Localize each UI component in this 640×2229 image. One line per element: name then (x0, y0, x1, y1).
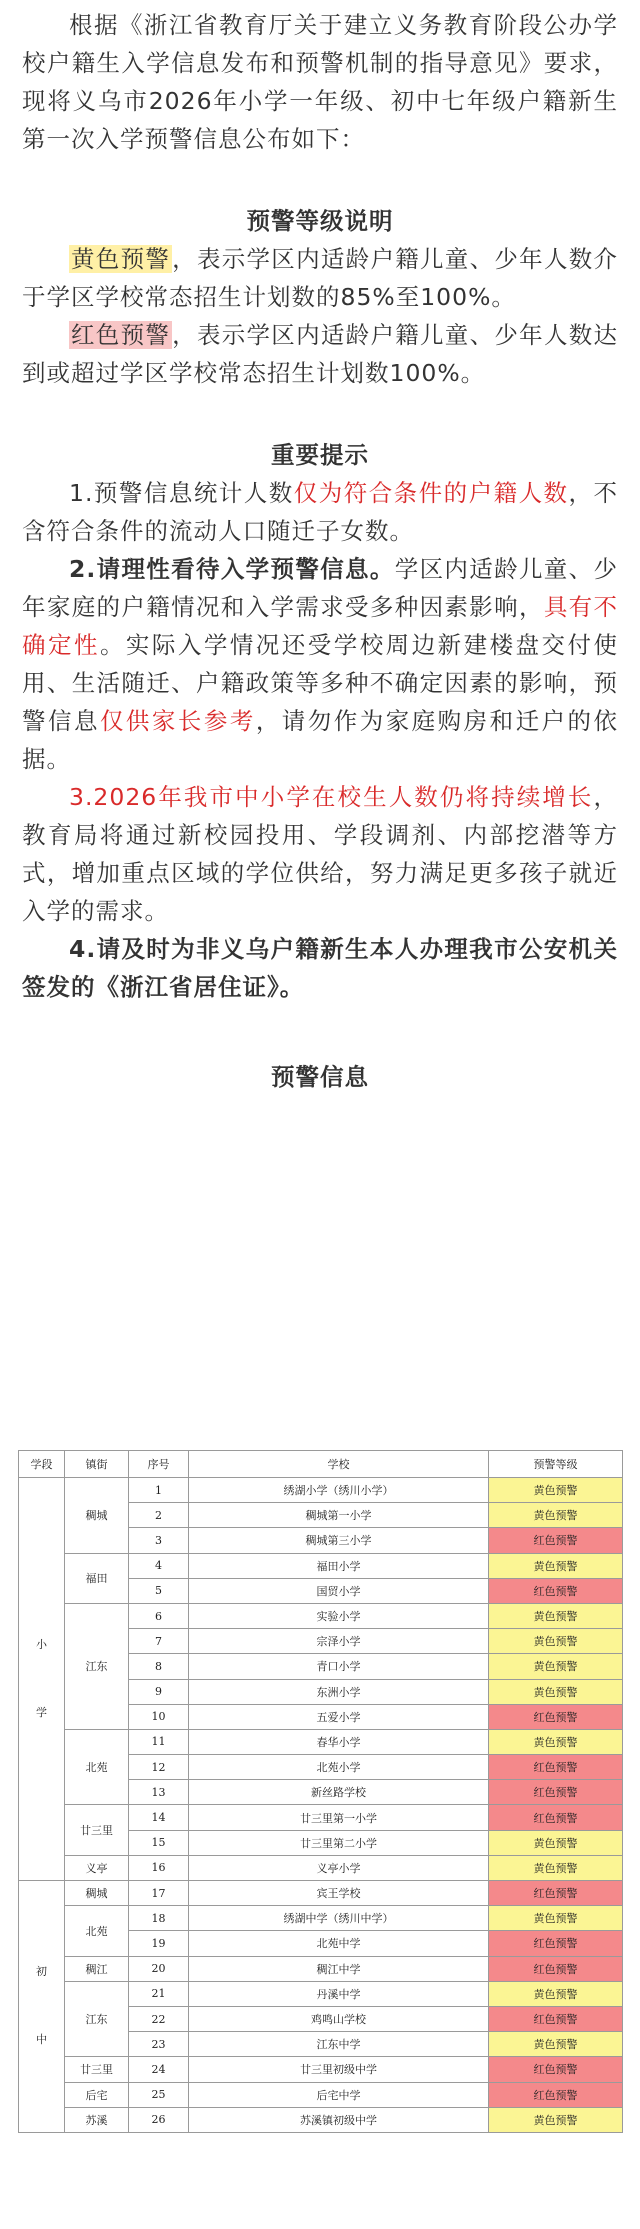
header-school: 学校 (189, 1451, 489, 1478)
number-cell: 22 (129, 2006, 189, 2031)
table-row (19, 2057, 623, 2082)
tip-3-highlight: 2026年我市中小学在校生人数仍将持续增长 (93, 783, 594, 811)
warning-level-cell: 黄色预警 (489, 2107, 623, 2132)
school-cell: 稠城第一小学 (189, 1503, 489, 1528)
header-level: 预警等级 (489, 1451, 623, 1478)
warning-level-cell: 红色预警 (489, 1956, 623, 1981)
header-town: 镇街 (65, 1451, 129, 1478)
table-row (19, 1906, 623, 1931)
tip-1-text-c: ，不含符合条件的流动人口随迁子女数。 (22, 479, 619, 545)
warning-level-cell: 黄色预警 (489, 1553, 623, 1578)
number-cell: 17 (129, 1881, 189, 1906)
warning-table (18, 1450, 623, 2133)
number-cell: 14 (129, 1805, 189, 1830)
number-cell: 9 (129, 1679, 189, 1704)
town-cell: 稠江 (65, 1956, 129, 1981)
warning-levels-title: 预警等级说明 (246, 207, 394, 235)
school-cell: 新丝路学校 (189, 1780, 489, 1805)
town-cell: 福田 (65, 1553, 129, 1603)
school-cell: 五爱小学 (189, 1704, 489, 1729)
tip-2-highlight-1: 具有不确定性 (22, 593, 619, 659)
header-number: 序号 (129, 1451, 189, 1478)
number-cell: 6 (129, 1603, 189, 1628)
warning-level-cell: 黄色预警 (489, 1981, 623, 2006)
warning-level-cell: 红色预警 (489, 1780, 623, 1805)
tip-2 (22, 550, 618, 778)
warning-level-cell: 黄色预警 (489, 1679, 623, 1704)
warning-level-cell: 红色预警 (489, 1755, 623, 1780)
warning-level-cell: 黄色预警 (489, 1654, 623, 1679)
school-cell: 稠江中学 (189, 1956, 489, 1981)
school-cell: 东洲小学 (189, 1679, 489, 1704)
school-cell: 福田小学 (189, 1553, 489, 1578)
town-cell: 稠城 (65, 1881, 129, 1906)
school-cell: 北苑小学 (189, 1755, 489, 1780)
school-cell: 春华小学 (189, 1729, 489, 1754)
school-cell: 后宅中学 (189, 2082, 489, 2107)
number-cell: 15 (129, 1830, 189, 1855)
town-cell: 北苑 (65, 1906, 129, 1956)
number-cell: 20 (129, 1956, 189, 1981)
table-row (19, 1981, 623, 2006)
town-cell: 廿三里 (65, 2057, 129, 2082)
number-cell: 5 (129, 1578, 189, 1603)
number-cell: 4 (129, 1553, 189, 1578)
table-row (19, 1478, 623, 1503)
tip-2-text-d: 。实际入学情况还受学校周边新建楼盘交付使用、生活随迁、户籍政策等多种不确定因素的影响，预警信息 (22, 631, 619, 735)
school-cell: 丹溪中学 (189, 1981, 489, 2006)
school-cell: 廿三里第二小学 (189, 1830, 489, 1855)
number-cell: 19 (129, 1931, 189, 1956)
number-cell: 25 (129, 2082, 189, 2107)
number-cell: 18 (129, 1906, 189, 1931)
number-cell: 12 (129, 1755, 189, 1780)
town-cell: 义亭 (65, 1855, 129, 1880)
tip-3-text: ，教育局将通过新校园投用、学段调剂、内部挖潜等方式，增加重点区域的学位供给，努力满足更多孩子就近入学的需求。 (22, 783, 618, 925)
article-body (0, 0, 640, 1096)
tip-2-highlight-2: 仅供家长参考 (99, 707, 256, 735)
tip-2-text-b: 学区内适龄儿童、少年家庭的户籍情况和入学需求受多种因素影响， (22, 555, 618, 621)
yellow-level-text: ，表示学区内适龄户籍儿童、少年人数介于学区学校常态招生计划数的85%至100%。 (22, 245, 619, 311)
school-cell: 宗泽小学 (189, 1629, 489, 1654)
stage-cell: 初 中 (19, 1881, 65, 2133)
table-row (19, 1956, 623, 1981)
table-row (19, 1805, 623, 1830)
warning-level-cell: 黄色预警 (489, 1629, 623, 1654)
warning-level-cell: 红色预警 (489, 2082, 623, 2107)
school-cell: 廿三里第一小学 (189, 1805, 489, 1830)
school-cell: 鸡鸣山学校 (189, 2006, 489, 2031)
school-cell: 绣湖中学（绣川中学） (189, 1906, 489, 1931)
yellow-level-paragraph (22, 240, 618, 316)
town-cell: 后宅 (65, 2082, 129, 2107)
number-cell: 8 (129, 1654, 189, 1679)
number-cell: 21 (129, 1981, 189, 2006)
tip-2-heading: 2.请理性看待入学预警信息。 (69, 555, 395, 583)
table-row (19, 1603, 623, 1628)
tip-4: 4.请及时为非义乌户籍新生本人办理我市公安机关签发的《浙江省居住证》。 (22, 935, 618, 1001)
red-level-label: 红色预警 (71, 321, 171, 349)
tip-2-text-f: ，请勿作为家庭购房和迁户的依据。 (22, 707, 619, 773)
table-row (19, 1729, 623, 1754)
number-cell: 13 (129, 1780, 189, 1805)
town-cell: 苏溪 (65, 2107, 129, 2132)
warning-level-cell: 红色预警 (489, 1931, 623, 1956)
warning-level-cell: 红色预警 (489, 1578, 623, 1603)
warning-level-cell: 红色预警 (489, 1881, 623, 1906)
number-cell: 2 (129, 1503, 189, 1528)
school-cell: 廿三里初级中学 (189, 2057, 489, 2082)
tip-3 (22, 778, 618, 930)
header-stage: 学段 (19, 1451, 65, 1478)
school-cell: 北苑中学 (189, 1931, 489, 1956)
warning-level-cell: 红色预警 (489, 2057, 623, 2082)
warning-level-cell: 黄色预警 (489, 1478, 623, 1503)
number-cell: 23 (129, 2032, 189, 2057)
number-cell: 24 (129, 2057, 189, 2082)
warning-level-cell: 黄色预警 (489, 1855, 623, 1880)
table-row (19, 2082, 623, 2107)
tip-1-highlight: 仅为符合条件的户籍人数 (293, 479, 569, 507)
table-row (19, 1553, 623, 1578)
school-cell: 国贸小学 (189, 1578, 489, 1603)
warning-level-cell: 黄色预警 (489, 1503, 623, 1528)
town-cell: 北苑 (65, 1729, 129, 1805)
school-cell: 苏溪镇初级中学 (189, 2107, 489, 2132)
town-cell: 江东 (65, 1603, 129, 1729)
number-cell: 16 (129, 1855, 189, 1880)
table-row (19, 1881, 623, 1906)
tip-1 (22, 474, 618, 550)
table-header-row (19, 1451, 623, 1478)
yellow-level-label: 黄色预警 (71, 245, 171, 273)
stage-cell: 小 学 (19, 1478, 65, 1881)
tip-3-number: 3. (69, 783, 94, 811)
number-cell: 26 (129, 2107, 189, 2132)
warning-level-cell: 黄色预警 (489, 1906, 623, 1931)
number-cell: 10 (129, 1704, 189, 1729)
warning-table-wrap (18, 1450, 622, 2133)
table-row (19, 2107, 623, 2132)
school-cell: 稠城第三小学 (189, 1528, 489, 1553)
number-cell: 11 (129, 1729, 189, 1754)
town-cell: 稠城 (65, 1478, 129, 1554)
number-cell: 7 (129, 1629, 189, 1654)
tip-1-text-a: 1.预警信息统计人数 (69, 479, 294, 507)
warning-level-cell: 红色预警 (489, 1528, 623, 1553)
town-cell: 江东 (65, 1981, 129, 2057)
table-body (19, 1478, 623, 2133)
intro-paragraph: 根据《浙江省教育厅关于建立义务教育阶段公办学校户籍生入学信息发布和预警机制的指导意见》要求，现将义乌市2026年小学一年级、初中七年级户籍新生第一次入学预警信息公布如下： (22, 11, 618, 153)
important-tips-title: 重要提示 (271, 441, 369, 469)
school-cell: 江东中学 (189, 2032, 489, 2057)
red-level-text: ，表示学区内适龄户籍儿童、少年人数达到或超过学区学校常态招生计划数100%。 (22, 321, 619, 387)
warning-level-cell: 黄色预警 (489, 2032, 623, 2057)
warning-level-cell: 红色预警 (489, 1704, 623, 1729)
warning-level-cell: 黄色预警 (489, 1603, 623, 1628)
warning-info-title: 预警信息 (271, 1063, 369, 1091)
table-row (19, 1855, 623, 1880)
town-cell: 廿三里 (65, 1805, 129, 1855)
school-cell: 宾王学校 (189, 1881, 489, 1906)
warning-level-cell: 黄色预警 (489, 1830, 623, 1855)
school-cell: 义亭小学 (189, 1855, 489, 1880)
school-cell: 绣湖小学（绣川小学） (189, 1478, 489, 1503)
school-cell: 青口小学 (189, 1654, 489, 1679)
red-level-paragraph (22, 316, 618, 392)
warning-level-cell: 红色预警 (489, 2006, 623, 2031)
school-cell: 实验小学 (189, 1603, 489, 1628)
number-cell: 3 (129, 1528, 189, 1553)
warning-level-cell: 黄色预警 (489, 1729, 623, 1754)
warning-level-cell: 红色预警 (489, 1805, 623, 1830)
number-cell: 1 (129, 1478, 189, 1503)
